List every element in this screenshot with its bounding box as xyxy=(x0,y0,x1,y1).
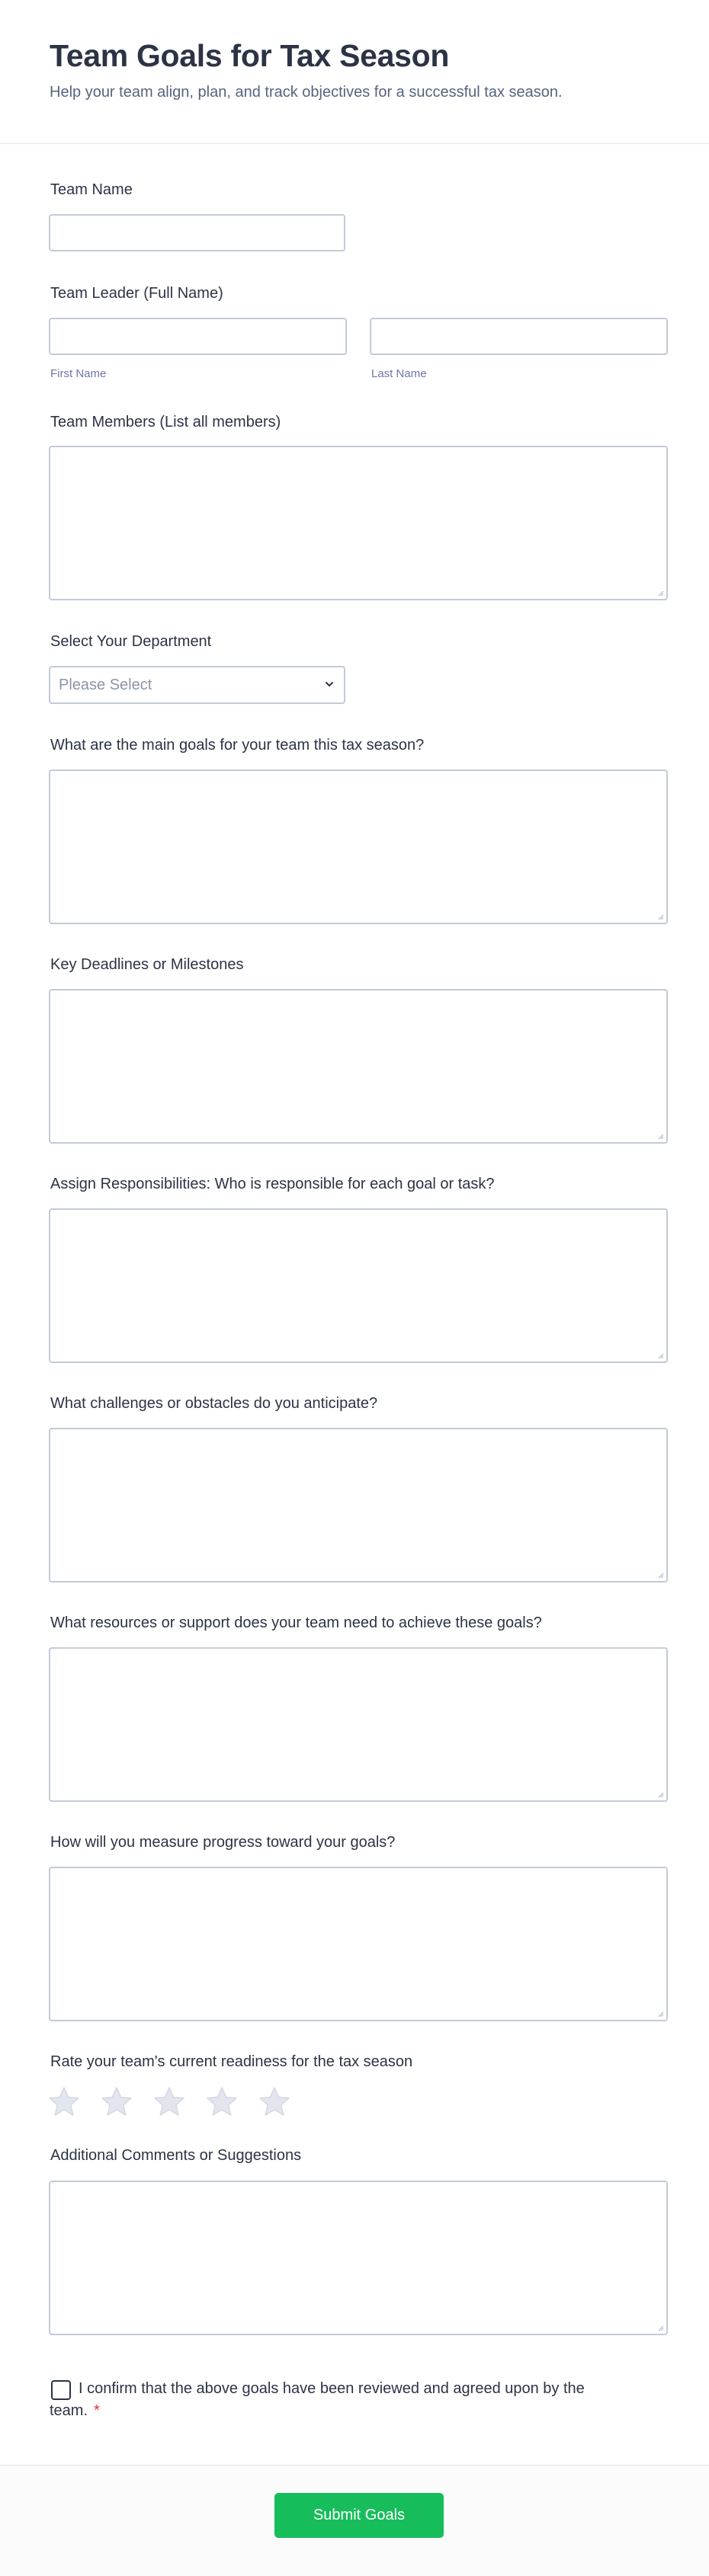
deadlines-textarea[interactable] xyxy=(49,989,668,1144)
resources-label: What resources or support does your team need to achieve these goals? xyxy=(50,1614,542,1631)
readiness-label: Rate your team's current readiness for the tax season xyxy=(50,2053,413,2070)
resources-textarea[interactable] xyxy=(49,1647,668,1802)
resize-grip-icon[interactable] xyxy=(656,1352,664,1359)
star-icon[interactable] xyxy=(152,2085,186,2119)
submit-button[interactable]: Submit Goals xyxy=(274,2493,444,2538)
resize-grip-icon[interactable] xyxy=(656,1132,664,1140)
team-name-input[interactable] xyxy=(49,214,345,251)
page-title: Team Goals for Tax Season xyxy=(50,38,450,73)
star-icon[interactable] xyxy=(205,2085,239,2119)
department-label: Select Your Department xyxy=(50,633,212,650)
confirm-label-text: I confirm that the above goals have been reviewed and agreed upon by the team. xyxy=(50,2380,585,2419)
challenges-label: What challenges or obstacles do you anticipate? xyxy=(50,1395,378,1412)
progress-label: How will you measure progress toward your goals? xyxy=(50,1834,396,1851)
star-icon[interactable] xyxy=(258,2085,291,2119)
resize-grip-icon[interactable] xyxy=(656,1790,664,1798)
department-select-value: Please Select xyxy=(59,677,152,693)
required-asterisk: * xyxy=(94,2402,100,2419)
challenges-textarea[interactable] xyxy=(49,1428,668,1582)
team-members-textarea[interactable] xyxy=(49,446,668,600)
form-header xyxy=(0,0,709,144)
deadlines-label: Key Deadlines or Milestones xyxy=(50,956,244,973)
leader-last-name-input[interactable] xyxy=(370,318,668,355)
progress-textarea[interactable] xyxy=(49,1867,668,2021)
chevron-down-icon xyxy=(324,679,335,690)
main-goals-textarea[interactable] xyxy=(49,770,668,924)
comments-label: Additional Comments or Suggestions xyxy=(50,2147,302,2164)
main-goals-label: What are the main goals for your team this tax season? xyxy=(50,737,425,754)
resize-grip-icon[interactable] xyxy=(656,2010,664,2018)
resize-grip-icon[interactable] xyxy=(656,589,664,597)
resize-grip-icon[interactable] xyxy=(656,2324,664,2331)
comments-textarea[interactable] xyxy=(49,2181,668,2335)
team-leader-label: Team Leader (Full Name) xyxy=(50,285,223,302)
responsibilities-label: Assign Responsibilities: Who is responsible for each goal or task? xyxy=(50,1176,495,1192)
last-name-sublabel: Last Name xyxy=(371,367,427,380)
department-select[interactable] xyxy=(49,666,345,704)
confirm-label xyxy=(50,2378,606,2422)
team-members-label: Team Members (List all members) xyxy=(50,414,281,430)
page-subtitle: Help your team align, plan, and track objectives for a successful tax season. xyxy=(50,84,563,101)
star-icon[interactable] xyxy=(47,2085,81,2119)
first-name-sublabel: First Name xyxy=(50,367,107,380)
leader-first-name-input[interactable] xyxy=(49,318,347,355)
team-name-label: Team Name xyxy=(50,181,133,198)
responsibilities-textarea[interactable] xyxy=(49,1208,668,1363)
star-icon[interactable] xyxy=(100,2085,133,2119)
resize-grip-icon[interactable] xyxy=(656,913,664,920)
resize-grip-icon[interactable] xyxy=(656,1571,664,1579)
